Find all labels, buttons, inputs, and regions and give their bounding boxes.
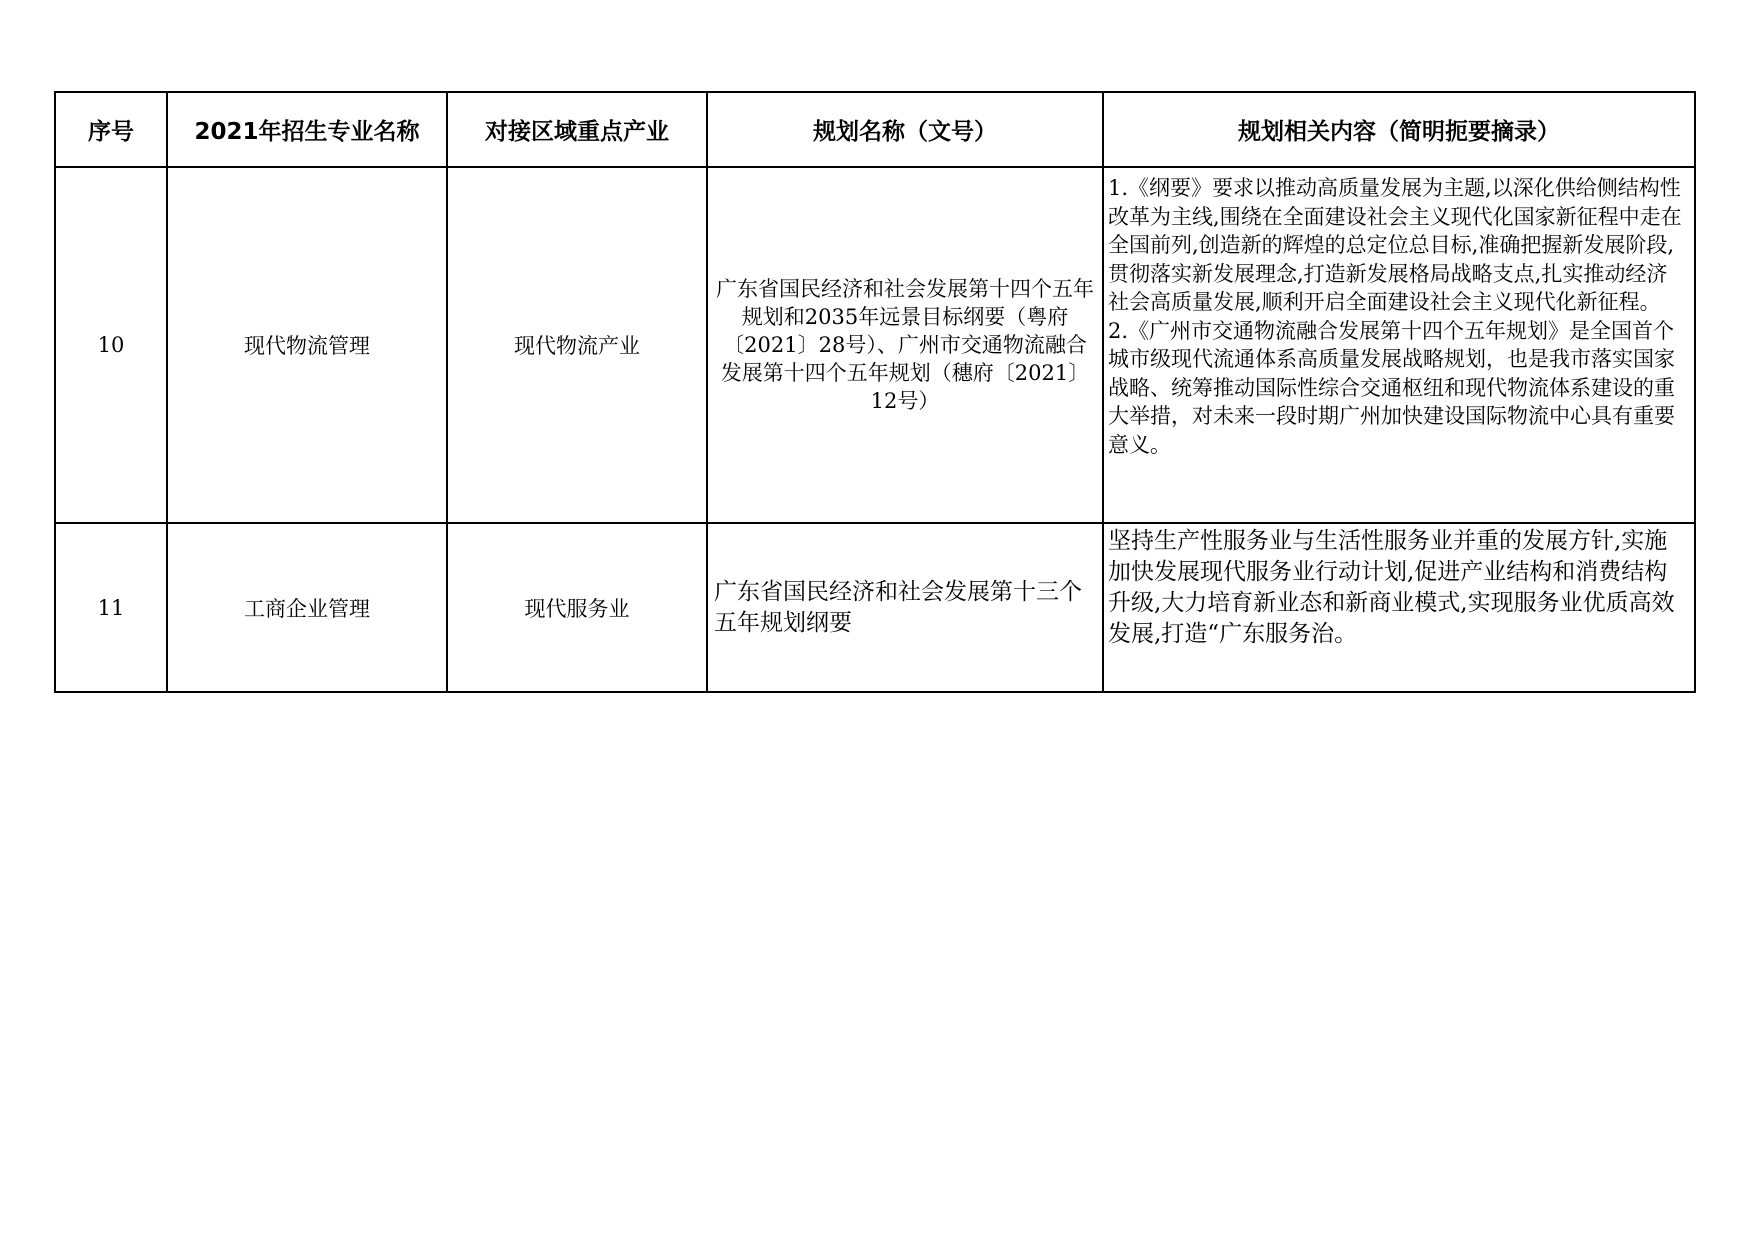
content-paragraph: 2.《广州市交通物流融合发展第十四个五年规划》是全国首个城市级现代流通体系高质量发展战略规划，也是我市落实国家战略、统筹推动国际性综合交通枢纽和现代物流体系建设的重大举措，对未来一段时期广州加快建设国际物流中心具有重要意义。 — [1108, 318, 1675, 457]
cell-key-industry: 现代服务业 — [447, 523, 707, 692]
cell-major-name: 工商企业管理 — [167, 523, 447, 692]
header-key-industry: 对接区域重点产业 — [447, 92, 707, 167]
cell-serial-no: 10 — [55, 167, 167, 523]
table-row — [55, 167, 1695, 523]
content-paragraph: 1.《纲要》要求以推动高质量发展为主题,以深化供给侧结构性改革为主线,围绕在全面建设社会主义现代化国家新征程中走在全国前列,创造新的辉煌的总定位总目标,准确把握新发展阶段,贯彻落实新发展理念,打造新发展格局战略支点,扎实推动经济社会高质量发展,顺利开启全面建设社会主义现代化新征程。 — [1108, 176, 1682, 314]
header-row — [55, 92, 1695, 167]
header-serial-no: 序号 — [55, 92, 167, 167]
cell-major-name: 现代物流管理 — [167, 167, 447, 523]
header-major-name: 2021年招生专业名称 — [167, 92, 447, 167]
header-plan-name: 规划名称（文号） — [707, 92, 1103, 167]
content-paragraph: 坚持生产性服务业与生活性服务业并重的发展方针,实施加快发展现代服务业行动计划,促进产业结构和消费结构升级,大力培育新业态和新商业模式,实现服务业优质高效发展,打造“广东服务治。 — [1108, 528, 1675, 647]
cell-plan-name: 广东省国民经济和社会发展第十四个五年规划和2035年远景目标纲要（粤府〔2021〕28号）、广州市交通物流融合发展第十四个五年规划（穗府〔2021〕12号） — [707, 167, 1103, 523]
cell-key-industry: 现代物流产业 — [447, 167, 707, 523]
cell-serial-no: 11 — [55, 523, 167, 692]
plan-table — [54, 91, 1696, 693]
header-plan-content: 规划相关内容（简明扼要摘录） — [1103, 92, 1695, 167]
table-row — [55, 523, 1695, 692]
cell-plan-content — [1103, 167, 1695, 523]
cell-plan-content — [1103, 523, 1695, 692]
cell-plan-name: 广东省国民经济和社会发展第十三个五年规划纲要 — [707, 523, 1103, 692]
